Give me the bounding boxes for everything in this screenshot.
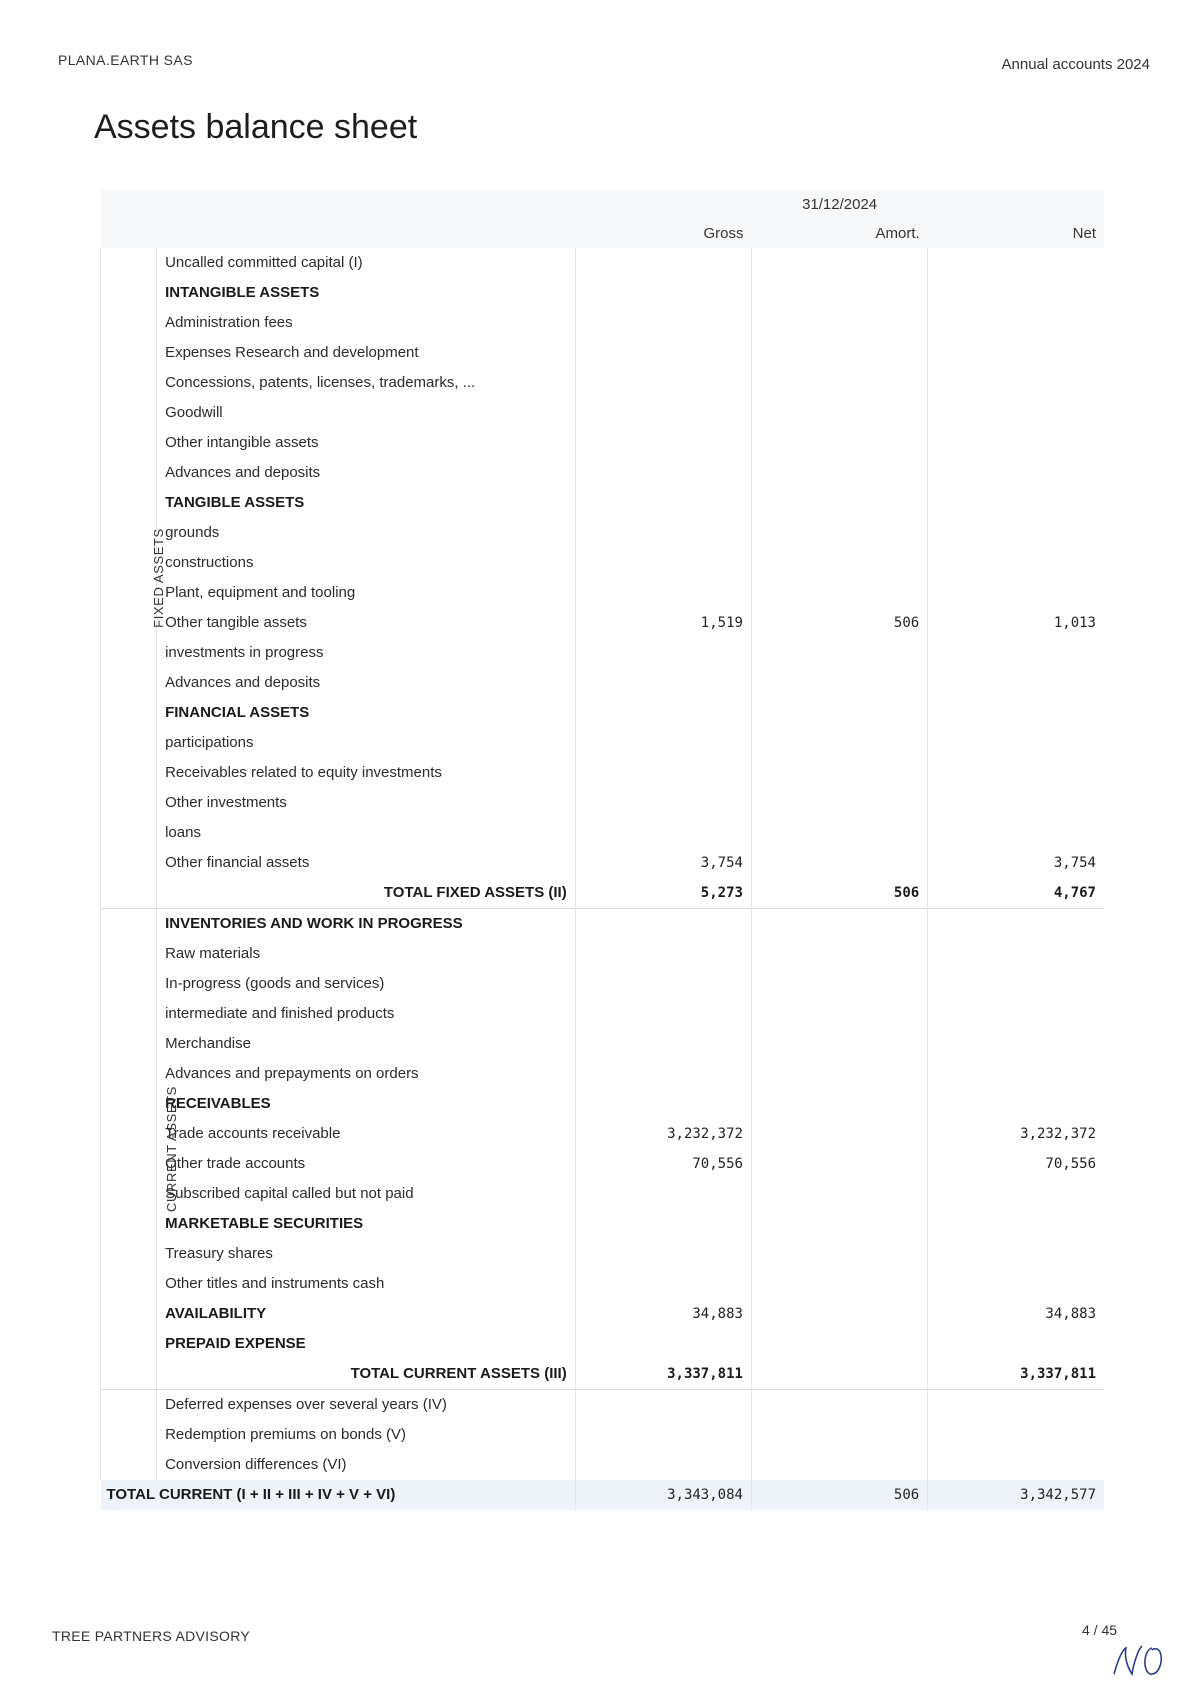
gross-value bbox=[575, 638, 751, 668]
net-value bbox=[928, 1329, 1104, 1359]
amort-value bbox=[751, 939, 927, 969]
amort-value bbox=[751, 1390, 927, 1421]
amort-value bbox=[751, 368, 927, 398]
gross-value bbox=[575, 668, 751, 698]
amort-value bbox=[751, 638, 927, 668]
row-label: TANGIBLE ASSETS bbox=[165, 494, 305, 511]
row-label: Advances and deposits bbox=[165, 464, 321, 481]
row-label: RECEIVABLES bbox=[165, 1095, 271, 1112]
net-value bbox=[928, 518, 1104, 548]
amort-value bbox=[751, 1450, 927, 1480]
net-value bbox=[928, 1089, 1104, 1119]
grand-total-gross: 3,343,084 bbox=[575, 1480, 751, 1510]
net-value bbox=[928, 338, 1104, 368]
gross-value bbox=[575, 818, 751, 848]
amort-value bbox=[751, 248, 927, 278]
balance-sheet-table bbox=[100, 190, 1104, 1510]
row-label: Treasury shares bbox=[165, 1245, 273, 1262]
amort-value bbox=[751, 1029, 927, 1059]
amort-value bbox=[751, 1329, 927, 1359]
table-row bbox=[101, 939, 1105, 969]
row-label: Other titles and instruments cash bbox=[165, 1275, 385, 1292]
table-row bbox=[101, 969, 1105, 999]
net-value bbox=[928, 728, 1104, 758]
net-value bbox=[928, 278, 1104, 308]
net-value bbox=[928, 1179, 1104, 1209]
table-row bbox=[101, 1329, 1105, 1359]
gross-value bbox=[575, 278, 751, 308]
net-value: 3,232,372 bbox=[928, 1119, 1104, 1149]
row-label: constructions bbox=[165, 554, 254, 571]
gross-value: 1,519 bbox=[575, 608, 751, 638]
amort-value bbox=[751, 698, 927, 728]
gross-value bbox=[575, 758, 751, 788]
row-label: Uncalled committed capital (I) bbox=[165, 254, 363, 271]
amort-value bbox=[751, 909, 927, 940]
amort-value bbox=[751, 1149, 927, 1179]
total-net: 4,767 bbox=[928, 878, 1104, 909]
row-label: Receivables related to equity investments bbox=[165, 764, 442, 781]
amort-value bbox=[751, 578, 927, 608]
table-row bbox=[101, 758, 1105, 788]
row-label: investments in progress bbox=[165, 644, 324, 661]
footer-firm: TREE PARTNERS ADVISORY bbox=[52, 1628, 250, 1644]
table-row bbox=[101, 428, 1105, 458]
amort-value bbox=[751, 788, 927, 818]
gross-value bbox=[575, 428, 751, 458]
gross-value: 3,232,372 bbox=[575, 1119, 751, 1149]
total-amort: 506 bbox=[751, 878, 927, 909]
net-value bbox=[928, 458, 1104, 488]
section-label-fixed-assets: FIXED ASSETS bbox=[101, 248, 157, 909]
row-label: Advances and deposits bbox=[165, 674, 321, 691]
row-label: PREPAID EXPENSE bbox=[165, 1335, 306, 1352]
net-value: 3,754 bbox=[928, 848, 1104, 878]
amort-value bbox=[751, 1269, 927, 1299]
net-value bbox=[928, 909, 1104, 940]
amort-value bbox=[751, 848, 927, 878]
header-columns-row bbox=[101, 220, 1105, 248]
table-row bbox=[101, 1089, 1105, 1119]
document-title: Annual accounts 2024 bbox=[1001, 56, 1150, 73]
gross-value bbox=[575, 698, 751, 728]
amort-value bbox=[751, 518, 927, 548]
gross-value bbox=[575, 1269, 751, 1299]
table-row bbox=[101, 1299, 1105, 1329]
gross-value bbox=[575, 969, 751, 999]
net-value bbox=[928, 1239, 1104, 1269]
table-row bbox=[101, 248, 1105, 278]
gross-value bbox=[575, 1420, 751, 1450]
amort-value: 506 bbox=[751, 608, 927, 638]
row-label: Trade accounts receivable bbox=[165, 1125, 341, 1142]
net-value bbox=[928, 548, 1104, 578]
net-value bbox=[928, 1209, 1104, 1239]
gross-value bbox=[575, 548, 751, 578]
row-label: Redemption premiums on bonds (V) bbox=[165, 1426, 407, 1443]
gross-value bbox=[575, 248, 751, 278]
table-row bbox=[101, 909, 1105, 940]
date-header: 31/12/2024 bbox=[575, 190, 1104, 220]
row-label: grounds bbox=[165, 524, 220, 541]
amort-value bbox=[751, 1089, 927, 1119]
table-row bbox=[101, 338, 1105, 368]
amort-value bbox=[751, 488, 927, 518]
net-value bbox=[928, 788, 1104, 818]
row-label: Concessions, patents, licenses, trademarks, ... bbox=[165, 374, 476, 391]
gross-value bbox=[575, 488, 751, 518]
table-row bbox=[101, 1269, 1105, 1299]
amort-value bbox=[751, 428, 927, 458]
table-row bbox=[101, 668, 1105, 698]
net-value bbox=[928, 1059, 1104, 1089]
amort-value bbox=[751, 1179, 927, 1209]
table-row bbox=[101, 488, 1105, 518]
gross-value bbox=[575, 1239, 751, 1269]
column-header-amort: Amort. bbox=[751, 220, 927, 248]
net-value bbox=[928, 1390, 1104, 1421]
row-label: participations bbox=[165, 734, 254, 751]
net-value: 1,013 bbox=[928, 608, 1104, 638]
grand-total-row bbox=[101, 1480, 1105, 1510]
table-row bbox=[101, 848, 1105, 878]
gross-value: 34,883 bbox=[575, 1299, 751, 1329]
total-net: 3,337,811 bbox=[928, 1359, 1104, 1390]
table-row bbox=[101, 458, 1105, 488]
net-value bbox=[928, 698, 1104, 728]
amort-value bbox=[751, 1299, 927, 1329]
net-value bbox=[928, 758, 1104, 788]
row-label: INVENTORIES AND WORK IN PROGRESS bbox=[157, 909, 576, 940]
handwritten-initials bbox=[1108, 1640, 1168, 1680]
row-label: Goodwill bbox=[165, 404, 223, 421]
gross-value bbox=[575, 909, 751, 940]
gross-value bbox=[575, 368, 751, 398]
table-row bbox=[101, 1450, 1105, 1480]
table-row bbox=[101, 398, 1105, 428]
amort-value bbox=[751, 818, 927, 848]
row-label: AVAILABILITY bbox=[165, 1305, 267, 1322]
net-value bbox=[928, 939, 1104, 969]
row-label: Other trade accounts bbox=[165, 1155, 306, 1172]
table-row bbox=[101, 1420, 1105, 1450]
row-label: Other intangible assets bbox=[165, 434, 319, 451]
gross-value bbox=[575, 1089, 751, 1119]
table-row bbox=[101, 728, 1105, 758]
total-gross: 5,273 bbox=[575, 878, 751, 909]
amort-value bbox=[751, 1059, 927, 1089]
row-label: Other financial assets bbox=[165, 854, 310, 871]
net-value bbox=[928, 398, 1104, 428]
amort-value bbox=[751, 308, 927, 338]
net-value bbox=[928, 638, 1104, 668]
row-label: MARKETABLE SECURITIES bbox=[165, 1215, 364, 1232]
row-label: Conversion differences (VI) bbox=[165, 1456, 347, 1473]
gross-value bbox=[575, 1390, 751, 1421]
row-label: In-progress (goods and services) bbox=[165, 975, 385, 992]
table-row bbox=[101, 698, 1105, 728]
row-label: Expenses Research and development bbox=[165, 344, 419, 361]
gross-value bbox=[575, 1329, 751, 1359]
amort-value bbox=[751, 668, 927, 698]
net-value bbox=[928, 1450, 1104, 1480]
gross-value bbox=[575, 1179, 751, 1209]
gross-value bbox=[575, 308, 751, 338]
total-amort bbox=[751, 1359, 927, 1390]
amort-value bbox=[751, 1420, 927, 1450]
gross-value bbox=[575, 999, 751, 1029]
amort-value bbox=[751, 458, 927, 488]
table-row bbox=[101, 1239, 1105, 1269]
row-label: Advances and prepayments on orders bbox=[165, 1065, 419, 1082]
table-row bbox=[101, 1390, 1105, 1421]
amort-value bbox=[751, 338, 927, 368]
header-date-row bbox=[101, 190, 1105, 220]
gross-value bbox=[575, 939, 751, 969]
table-row bbox=[101, 1059, 1105, 1089]
net-value bbox=[928, 1029, 1104, 1059]
net-value bbox=[928, 578, 1104, 608]
net-value: 70,556 bbox=[928, 1149, 1104, 1179]
row-label: Other tangible assets bbox=[165, 614, 307, 631]
table-row bbox=[101, 1179, 1105, 1209]
net-value bbox=[928, 1420, 1104, 1450]
net-value bbox=[928, 308, 1104, 338]
column-header-gross: Gross bbox=[575, 220, 751, 248]
amort-value bbox=[751, 548, 927, 578]
net-value: 34,883 bbox=[928, 1299, 1104, 1329]
grand-total-amort: 506 bbox=[751, 1480, 927, 1510]
amort-value bbox=[751, 1209, 927, 1239]
amort-value bbox=[751, 969, 927, 999]
net-value bbox=[928, 969, 1104, 999]
table-row bbox=[101, 368, 1105, 398]
table-row bbox=[101, 278, 1105, 308]
amort-value bbox=[751, 728, 927, 758]
table-row bbox=[101, 1119, 1105, 1149]
total-label: TOTAL CURRENT ASSETS (III) bbox=[350, 1365, 567, 1382]
row-label: FINANCIAL ASSETS bbox=[165, 704, 310, 721]
gross-value: 3,754 bbox=[575, 848, 751, 878]
amort-value bbox=[751, 398, 927, 428]
row-label: loans bbox=[165, 824, 201, 841]
table-row bbox=[101, 1029, 1105, 1059]
net-value bbox=[928, 818, 1104, 848]
table-row bbox=[101, 1149, 1105, 1179]
section-label-current-assets: CURRENT ASSETS bbox=[101, 909, 157, 1390]
gross-value bbox=[575, 398, 751, 428]
grand-total-net: 3,342,577 bbox=[928, 1480, 1104, 1510]
amort-value bbox=[751, 1239, 927, 1269]
amort-value bbox=[751, 999, 927, 1029]
table-row bbox=[101, 578, 1105, 608]
table-row bbox=[101, 638, 1105, 668]
gross-value bbox=[575, 1450, 751, 1480]
gross-value bbox=[575, 518, 751, 548]
gross-value: 70,556 bbox=[575, 1149, 751, 1179]
row-label: Deferred expenses over several years (IV) bbox=[157, 1390, 576, 1421]
table-row bbox=[101, 1209, 1105, 1239]
page-title: Assets balance sheet bbox=[94, 108, 418, 146]
amort-value bbox=[751, 758, 927, 788]
net-value bbox=[928, 368, 1104, 398]
table-row bbox=[101, 308, 1105, 338]
row-label: Administration fees bbox=[165, 314, 293, 331]
amort-value bbox=[751, 278, 927, 308]
column-header-net: Net bbox=[928, 220, 1104, 248]
total-gross: 3,337,811 bbox=[575, 1359, 751, 1390]
net-value bbox=[928, 428, 1104, 458]
row-label: Other investments bbox=[165, 794, 287, 811]
row-label: intermediate and finished products bbox=[165, 1005, 395, 1022]
total-row bbox=[101, 878, 1105, 909]
gross-value bbox=[575, 1059, 751, 1089]
gross-value bbox=[575, 1209, 751, 1239]
total-label: TOTAL FIXED ASSETS (II) bbox=[383, 884, 567, 901]
gross-value bbox=[575, 458, 751, 488]
gross-value bbox=[575, 728, 751, 758]
net-value bbox=[928, 668, 1104, 698]
row-label: Subscribed capital called but not paid bbox=[165, 1185, 414, 1202]
table-row bbox=[101, 788, 1105, 818]
row-label: Raw materials bbox=[165, 945, 261, 962]
net-value bbox=[928, 248, 1104, 278]
company-name: PLANA.EARTH SAS bbox=[58, 52, 193, 68]
table-row bbox=[101, 608, 1105, 638]
table-row bbox=[101, 518, 1105, 548]
grand-total-label: TOTAL CURRENT (I + II + III + IV + V + VI) bbox=[101, 1480, 576, 1510]
gross-value bbox=[575, 788, 751, 818]
net-value bbox=[928, 1269, 1104, 1299]
table-row bbox=[101, 818, 1105, 848]
gross-value bbox=[575, 338, 751, 368]
page-number: 4 / 45 bbox=[1082, 1622, 1118, 1638]
net-value bbox=[928, 488, 1104, 518]
net-value bbox=[928, 999, 1104, 1029]
row-label: Merchandise bbox=[165, 1035, 251, 1052]
table-row bbox=[101, 548, 1105, 578]
row-label: INTANGIBLE ASSETS bbox=[165, 284, 320, 301]
amort-value bbox=[751, 1119, 927, 1149]
gross-value bbox=[575, 578, 751, 608]
gross-value bbox=[575, 1029, 751, 1059]
table-row bbox=[101, 999, 1105, 1029]
row-label: Plant, equipment and tooling bbox=[165, 584, 356, 601]
total-row bbox=[101, 1359, 1105, 1390]
